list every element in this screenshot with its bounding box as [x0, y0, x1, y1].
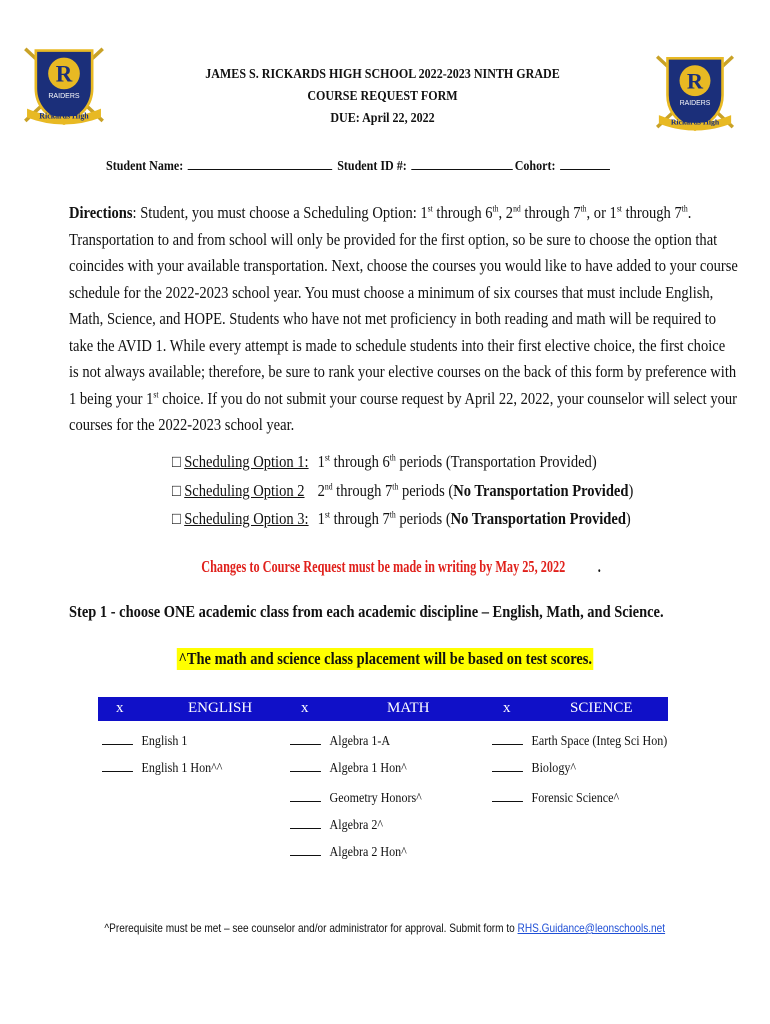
course-checkbox-blank[interactable] — [290, 841, 321, 856]
course-forensic-science[interactable]: Forensic Science^ — [492, 787, 619, 807]
course-algebra-2-hon[interactable]: Algebra 2 Hon^ — [290, 841, 407, 861]
header-subtitle: COURSE REQUEST FORM — [307, 89, 458, 104]
directions-line-5: Math, Science, and HOPE. Students who have not met proficiency in both reading and math will be required to — [69, 309, 717, 328]
logo-top-text: RAIDERS — [679, 99, 711, 107]
student-name-label: Student Name: — [106, 159, 184, 174]
footer-text: ^Prerequisite must be met – see counselor and/or administrator for approval. Submit form to — [104, 921, 518, 935]
guidance-email-link[interactable]: RHS.Guidance@leonschools.net — [517, 921, 666, 935]
header-title: JAMES S. RICKARDS HIGH SCHOOL 2022-2023 NINTH GRADE — [205, 67, 560, 82]
option-name: Scheduling Option 1: — [184, 452, 309, 471]
step-1-heading: Step 1 - choose ONE academic class from each academic discipline – English, Math, and Science. — [69, 602, 664, 621]
directions-line-8: 1 being your 1st choice. If you do not submit your course request by April 22, 2022, your counselor will select your — [69, 388, 737, 408]
directions-line-6: take the AVID 1. While every attempt is made to schedule students into their first elective choice, the first choice — [69, 335, 726, 355]
math-header: MATH — [387, 700, 430, 716]
course-checkbox-blank[interactable] — [290, 757, 321, 772]
english-x-column: x — [116, 700, 124, 716]
directions-label: Directions — [69, 203, 133, 222]
scheduling-options — [172, 448, 633, 534]
directions-line-3: coincides with your available transportation. Next, choose the courses you would like to have added to your course — [69, 256, 738, 275]
course-table-header — [98, 697, 668, 721]
directions-line-1: Directions: Student, you must choose a Scheduling Option: 1st through 6th, 2nd through 7th, or 1st through 7th. — [69, 203, 692, 222]
course-earth-space[interactable]: Earth Space (Integ Sci Hon) — [492, 730, 667, 750]
school-logo-left — [20, 40, 108, 128]
logo-letter: R — [686, 68, 704, 94]
changes-notice: Changes to Course Request must be made in writing by May 25, 2022 . — [201, 557, 601, 576]
scheduling-option-2[interactable]: □ Scheduling Option 2 2nd through 7th periods (No Transportation Provided) — [172, 477, 633, 506]
course-checkbox-blank[interactable] — [492, 757, 523, 772]
course-checkbox-blank[interactable] — [102, 757, 133, 772]
checkbox-icon[interactable]: □ — [172, 509, 181, 528]
option-name: Scheduling Option 3: — [184, 509, 309, 528]
logo-bottom-text: Rickards High — [39, 111, 89, 121]
directions-line-7: is not always available; therefore, be sure to rank your elective courses on the back of this form by preference with — [69, 362, 737, 381]
course-checkbox-blank[interactable] — [492, 730, 523, 745]
header-due-date: DUE: April 22, 2022 — [330, 111, 435, 126]
scheduling-option-1[interactable]: □ Scheduling Option 1: 1st through 6th periods (Transportation Provided) — [172, 448, 633, 477]
student-id-label: Student ID #: — [337, 159, 407, 174]
form-header — [183, 64, 583, 130]
student-name-field[interactable] — [188, 156, 332, 170]
directions-line-4: schedule for the 2022-2023 school year. You must choose a minimum of six courses that must include English, — [69, 282, 714, 302]
course-english-1[interactable]: English 1 — [102, 730, 187, 750]
student-info-row — [106, 156, 612, 175]
placement-note: ^The math and science class placement will be based on test scores. — [178, 649, 592, 668]
logo-bottom-text: Rickards High — [670, 117, 720, 127]
prerequisite-footer — [0, 921, 770, 935]
course-algebra-1a[interactable]: Algebra 1-A — [290, 730, 390, 750]
course-checkbox-blank[interactable] — [492, 787, 523, 802]
course-algebra-2[interactable]: Algebra 2^ — [290, 814, 383, 834]
student-id-field[interactable] — [412, 156, 513, 170]
science-x-column: x — [503, 700, 511, 716]
course-algebra-1-hon[interactable]: Algebra 1 Hon^ — [290, 757, 407, 777]
directions-line-9: courses for the 2022-2023 school year. — [69, 415, 295, 434]
course-checkbox-blank[interactable] — [290, 730, 321, 745]
course-checkbox-blank[interactable] — [290, 814, 321, 829]
course-checkbox-blank[interactable] — [102, 730, 133, 745]
cohort-field[interactable] — [560, 156, 610, 170]
course-geometry-honors[interactable]: Geometry Honors^ — [290, 787, 422, 807]
directions-line-2: Transportation to and from school will only be provided for the first option, so be sure to choose the option that — [69, 229, 718, 249]
directions-paragraph — [69, 200, 738, 439]
course-english-1-hon[interactable]: English 1 Hon^^ — [102, 757, 222, 777]
logo-top-text: RAIDERS — [48, 93, 80, 101]
checkbox-icon[interactable]: □ — [172, 480, 181, 500]
scheduling-option-3[interactable]: □ Scheduling Option 3: 1st through 7th periods (No Transportation Provided) — [172, 505, 633, 534]
math-x-column: x — [301, 700, 309, 716]
logo-letter: R — [55, 61, 73, 87]
option-name: Scheduling Option 2 — [184, 480, 305, 500]
english-header: ENGLISH — [188, 700, 253, 716]
science-header: SCIENCE — [570, 700, 633, 716]
school-logo-right — [652, 48, 738, 134]
checkbox-icon[interactable]: □ — [172, 452, 181, 471]
course-biology[interactable]: Biology^ — [492, 757, 576, 777]
cohort-label: Cohort: — [514, 159, 556, 174]
course-checkbox-blank[interactable] — [290, 787, 321, 802]
